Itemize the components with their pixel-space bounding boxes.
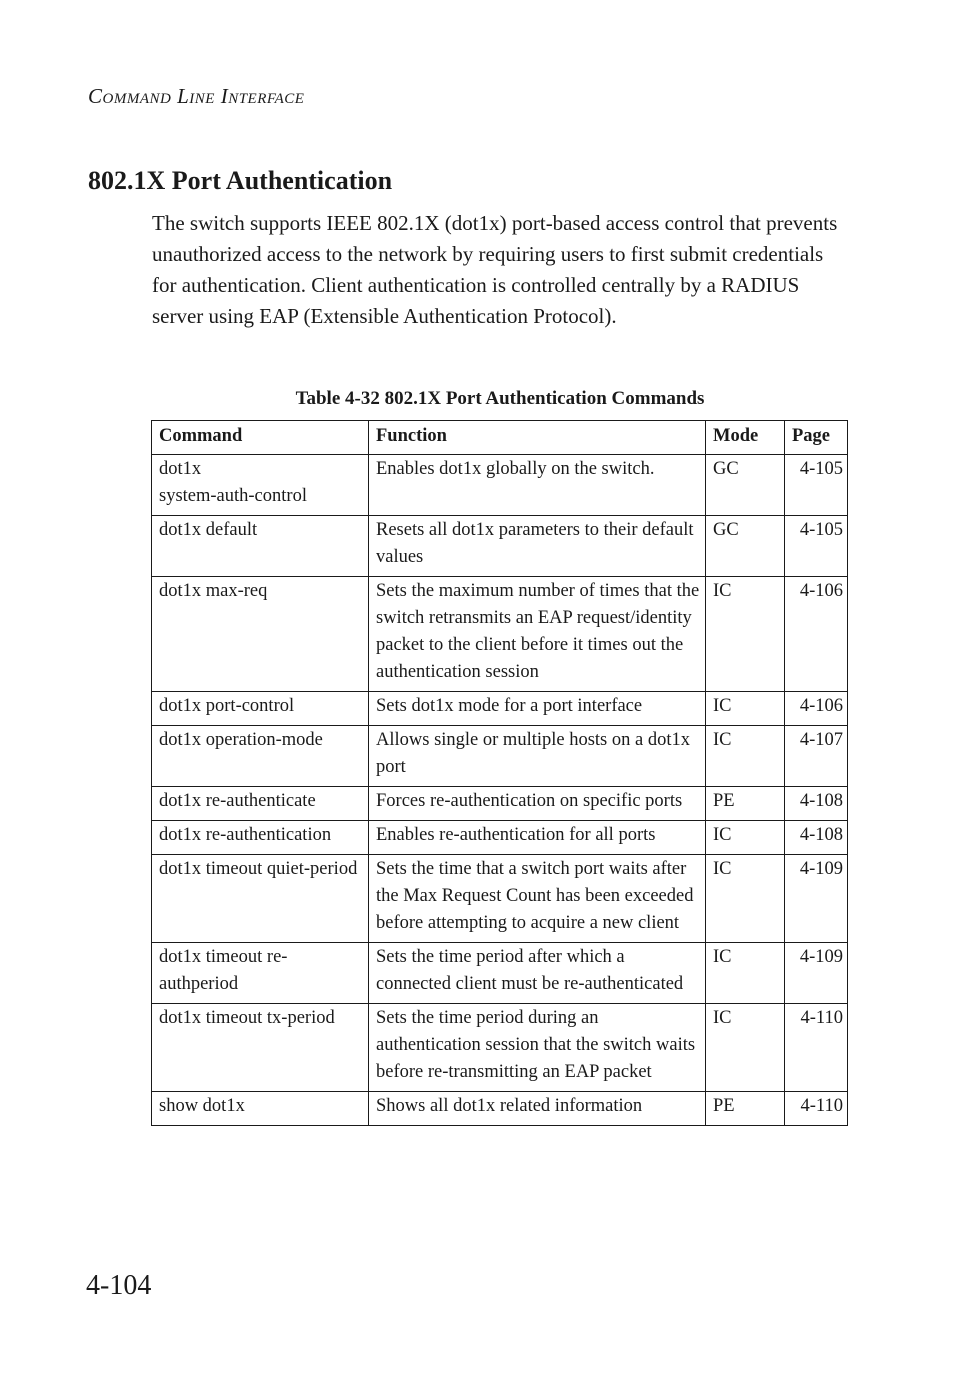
cell-page: 4-106 bbox=[785, 692, 848, 726]
cell-mode: IC bbox=[706, 1004, 785, 1092]
cell-function: Sets the maximum number of times that the switch retransmits an EAP request/identity packet to the client before it times out the authentication session bbox=[369, 577, 706, 692]
running-head bbox=[88, 84, 304, 109]
table-row bbox=[152, 943, 848, 1004]
cell-mode: IC bbox=[706, 943, 785, 1004]
cell-page: 4-108 bbox=[785, 821, 848, 855]
cell-function: Enables dot1x globally on the switch. bbox=[369, 455, 706, 516]
intro-paragraph: The switch supports IEEE 802.1X (dot1x) port-based access control that prevents unauthorized access to the network by requiring users to first submit credentials for authentication. Client authentication is controlled centrally by a RADIUS server using EAP (Extensible Authentication Protocol). bbox=[152, 211, 838, 328]
cell-function: Sets the time period after which a connected client must be re-authenticated bbox=[369, 943, 706, 1004]
table-row bbox=[152, 855, 848, 943]
table-caption: Table 4-32 802.1X Port Authentication Commands bbox=[295, 388, 705, 409]
header-command: Command bbox=[152, 421, 369, 455]
cell-function: Enables re-authentication for all ports bbox=[369, 821, 706, 855]
running-head-nterface: NTERFACE bbox=[228, 91, 305, 107]
cell-command: dot1x default bbox=[152, 516, 369, 577]
cell-function: Sets the time period during an authentication session that the switch waits before re-transmitting an EAP packet bbox=[369, 1004, 706, 1092]
cell-command: dot1x operation-mode bbox=[152, 726, 369, 787]
section-title: 802.1X Port Authentication bbox=[88, 166, 393, 195]
cell-command: dot1x re-authentication bbox=[152, 821, 369, 855]
table-row bbox=[152, 455, 848, 516]
cell-page: 4-108 bbox=[785, 787, 848, 821]
cell-command: dot1x timeout quiet-period bbox=[152, 855, 369, 943]
cell-mode: GC bbox=[706, 455, 785, 516]
table-row bbox=[152, 1004, 848, 1092]
table-header-row bbox=[152, 421, 848, 455]
cell-mode: IC bbox=[706, 821, 785, 855]
cell-function: Allows single or multiple hosts on a dot1x port bbox=[369, 726, 706, 787]
table-row bbox=[152, 516, 848, 577]
cell-mode: GC bbox=[706, 516, 785, 577]
table-row bbox=[152, 787, 848, 821]
cell-command: show dot1x bbox=[152, 1092, 369, 1126]
cell-function: Sets the time that a switch port waits after the Max Request Count has been exceeded before attempting to acquire a new client bbox=[369, 855, 706, 943]
header-mode: Mode bbox=[706, 421, 785, 455]
commands-table bbox=[151, 420, 848, 1126]
cell-mode: IC bbox=[706, 726, 785, 787]
running-head-c: C bbox=[88, 84, 103, 108]
cell-mode: IC bbox=[706, 692, 785, 726]
running-head-ine: INE bbox=[189, 91, 215, 107]
cell-page: 4-105 bbox=[785, 516, 848, 577]
running-head-i: I bbox=[220, 84, 229, 108]
table-row bbox=[152, 821, 848, 855]
running-head-ommand: OMMAND bbox=[102, 91, 172, 107]
cell-command: dot1x system-auth-control bbox=[152, 455, 369, 516]
page-number: 4-104 bbox=[86, 1270, 152, 1301]
cell-command: dot1x max-req bbox=[152, 577, 369, 692]
cell-mode: IC bbox=[706, 855, 785, 943]
cell-page: 4-107 bbox=[785, 726, 848, 787]
cell-function: Forces re-authentication on specific ports bbox=[369, 787, 706, 821]
cell-page: 4-106 bbox=[785, 577, 848, 692]
cell-command: dot1x timeout re-authperiod bbox=[152, 943, 369, 1004]
header-function: Function bbox=[369, 421, 706, 455]
cell-page: 4-109 bbox=[785, 855, 848, 943]
cell-page: 4-109 bbox=[785, 943, 848, 1004]
cell-page: 4-110 bbox=[785, 1004, 848, 1092]
table-row bbox=[152, 1092, 848, 1126]
cell-function: Resets all dot1x parameters to their default values bbox=[369, 516, 706, 577]
cell-mode: PE bbox=[706, 1092, 785, 1126]
running-head-l: L bbox=[177, 84, 190, 108]
cell-page: 4-105 bbox=[785, 455, 848, 516]
header-page: Page bbox=[785, 421, 848, 455]
cell-page: 4-110 bbox=[785, 1092, 848, 1126]
cell-mode: PE bbox=[706, 787, 785, 821]
cell-function: Shows all dot1x related information bbox=[369, 1092, 706, 1126]
cell-command: dot1x timeout tx-period bbox=[152, 1004, 369, 1092]
table-row bbox=[152, 692, 848, 726]
table-row bbox=[152, 577, 848, 692]
cell-function: Sets dot1x mode for a port interface bbox=[369, 692, 706, 726]
cell-command: dot1x port-control bbox=[152, 692, 369, 726]
table-row bbox=[152, 726, 848, 787]
cell-mode: IC bbox=[706, 577, 785, 692]
cell-command: dot1x re-authenticate bbox=[152, 787, 369, 821]
